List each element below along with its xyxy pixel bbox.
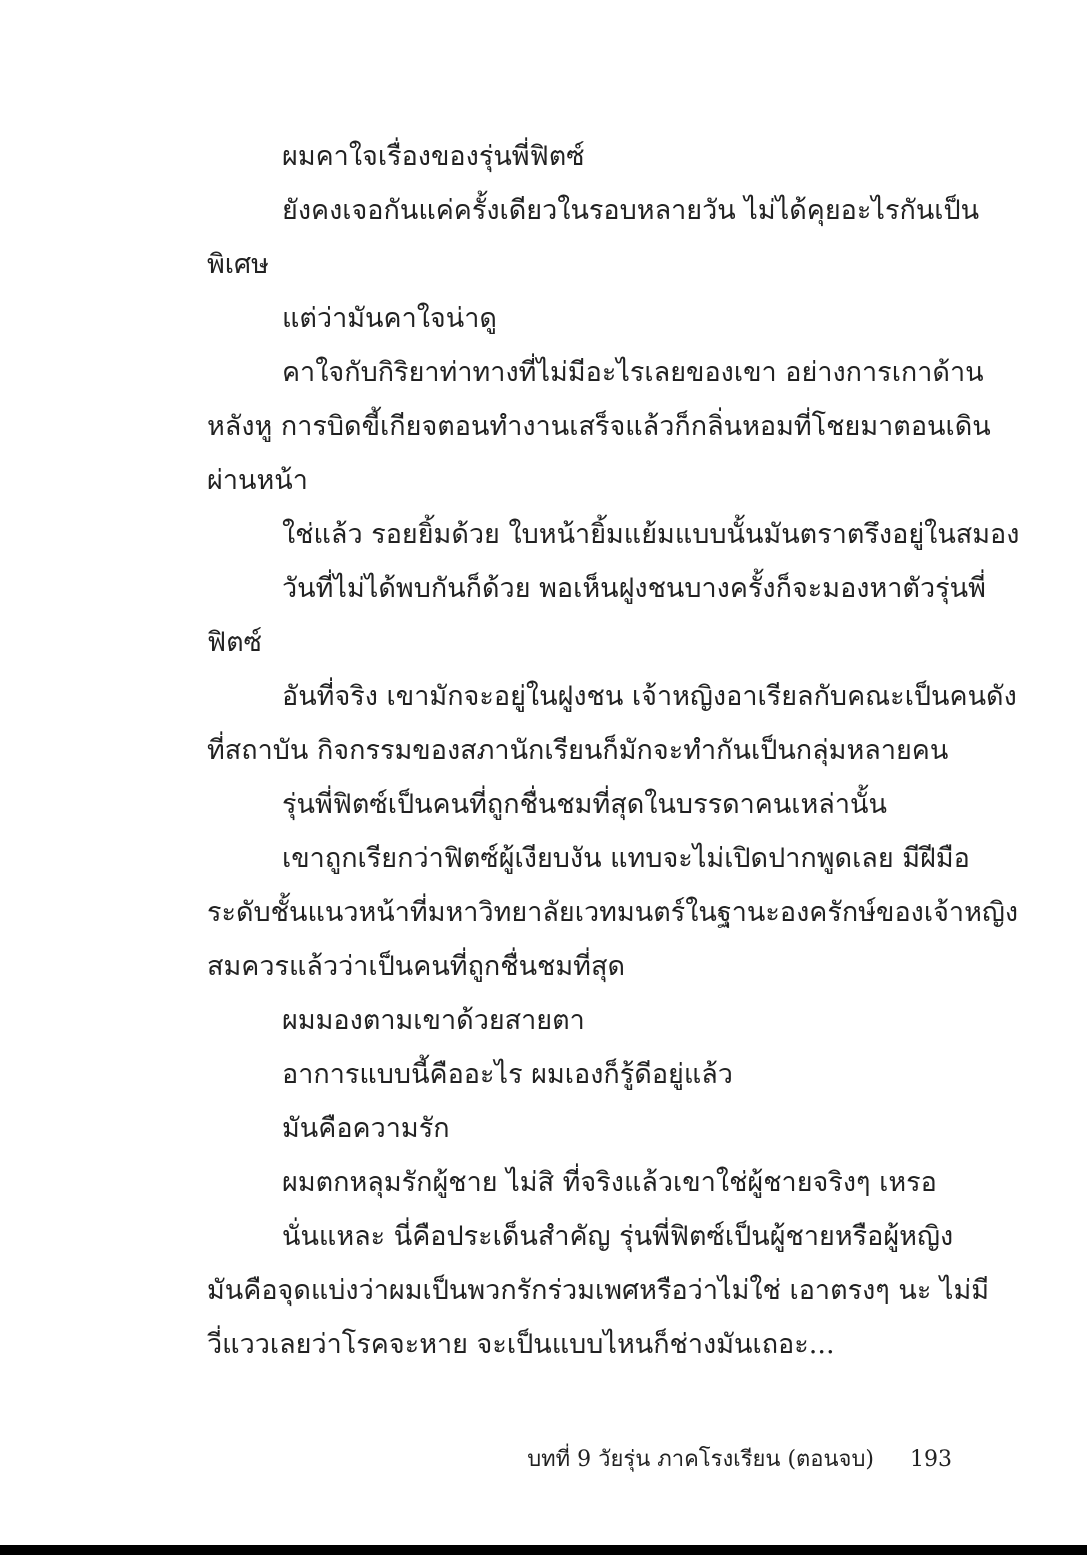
paragraph-line: อาการแบบนี้คืออะไร ผมเองก็รู้ดีอยู่แล้ว: [282, 1059, 733, 1090]
bottom-edge-bar: [0, 1545, 1087, 1555]
paragraph-line: ที่สถาบัน กิจกรรมของสภานักเรียนก็มักจะทำกันเป็นกลุ่มหลายคน: [207, 735, 949, 766]
paragraph-line: ฟิตซ์: [207, 627, 262, 658]
paragraph-line: วี่แววเลยว่าโรคจะหาย จะเป็นแบบไหนก็ช่างมันเถอะ...: [207, 1329, 835, 1360]
paragraph-line: มันคือความรัก: [282, 1113, 450, 1144]
page-number: 193: [910, 1447, 952, 1472]
paragraph-line: เขาถูกเรียกว่าฟิตซ์ผู้เงียบงัน แทบจะไม่เปิดปากพูดเลย มีฝีมือ: [282, 843, 970, 874]
paragraph-line: รุ่นพี่ฟิตซ์เป็นคนที่ถูกชื่นชมที่สุดในบรรดาคนเหล่านั้น: [282, 789, 887, 820]
paragraph-line: วันที่ไม่ได้พบกันก็ด้วย พอเห็นฝูงชนบางครั้งก็จะมองหาตัวรุ่นพี่: [282, 573, 986, 604]
paragraph-line: ผมตกหลุมรักผู้ชาย ไม่สิ ที่จริงแล้วเขาใช่ผู้ชายจริงๆ เหรอ: [282, 1167, 937, 1198]
paragraph-line: มันคือจุดแบ่งว่าผมเป็นพวกรักร่วมเพศหรือว่าไม่ใช่ เอาตรงๆ นะ ไม่มี: [207, 1275, 990, 1306]
paragraph-line: ผ่านหน้า: [207, 465, 308, 496]
paragraph-line: อันที่จริง เขามักจะอยู่ในฝูงชน เจ้าหญิงอาเรียลกับคณะเป็นคนดัง: [282, 681, 1017, 712]
paragraph-line: ระดับชั้นแนวหน้าที่มหาวิทยาลัยเวทมนตร์ในฐานะองครักษ์ของเจ้าหญิง: [207, 897, 1019, 928]
paragraph-line: สมควรแล้วว่าเป็นคนที่ถูกชื่นชมที่สุด: [207, 951, 625, 982]
paragraph-line: คาใจกับกิริยาท่าทางที่ไม่มีอะไรเลยของเขา อย่างการเกาด้าน: [282, 357, 984, 388]
paragraph-line: พิเศษ: [207, 249, 269, 280]
page-footer: [207, 1440, 952, 1480]
paragraph-line: ยังคงเจอกันแค่ครั้งเดียวในรอบหลายวัน ไม่ได้คุยอะไรกันเป็น: [282, 195, 980, 226]
paragraph-line: ผมคาใจเรื่องของรุ่นพี่ฟิตซ์: [282, 141, 585, 172]
paragraph-line: ใช่แล้ว รอยยิ้มด้วย ใบหน้ายิ้มแย้มแบบนั้นมันตราตรึงอยู่ในสมอง: [282, 519, 1020, 550]
body-text: [207, 130, 1020, 1372]
paragraph-line: นั่นแหละ นี่คือประเด็นสำคัญ รุ่นพี่ฟิตซ์เป็นผู้ชายหรือผู้หญิง: [282, 1221, 954, 1252]
paragraph-line: หลังหู การบิดขี้เกียจตอนทำงานเสร็จแล้วก็กลิ่นหอมที่โชยมาตอนเดิน: [207, 411, 991, 442]
paragraph-line: ผมมองตามเขาด้วยสายตา: [282, 1005, 585, 1036]
chapter-title: บทที่ 9 วัยรุ่น ภาคโรงเรียน (ตอนจบ): [527, 1447, 874, 1472]
paragraph-line: แต่ว่ามันคาใจน่าดู: [282, 303, 497, 334]
